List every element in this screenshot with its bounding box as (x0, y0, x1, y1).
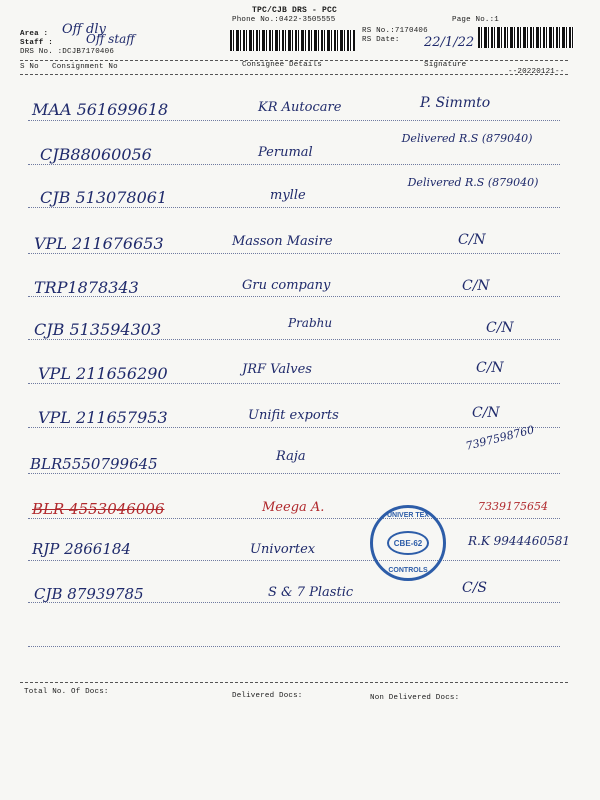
rs-date-value: 22/1/22 (424, 35, 475, 50)
row-6-consignee: Prabhu (288, 316, 333, 330)
area-value: Off dly (62, 22, 106, 37)
row-7-consignment: VPL 211656290 (38, 364, 168, 383)
row-5-consignee: Gru company (242, 278, 331, 293)
row-7-status: C/N (476, 360, 504, 376)
barcode-rs (478, 27, 574, 48)
barcode-drs (230, 30, 355, 51)
row-9-consignment: BLR5550799645 (30, 455, 158, 473)
col-consignment: Consignment No (52, 63, 118, 71)
drs-number: DRS No. :DCJB7170406 (20, 48, 115, 56)
row-1-consignee: KR Autocare (258, 100, 342, 115)
row-8-consignee: Unifit exports (248, 408, 339, 423)
row-8-status: C/N (472, 405, 500, 421)
delivered-docs-label: Delivered Docs: (232, 692, 303, 700)
row-6-consignment: CJB 513594303 (34, 320, 162, 339)
col-consignee: Consignee Details (242, 61, 322, 69)
row-12-status: C/S (462, 580, 488, 596)
row-11-consignment: RJP 2866184 (32, 540, 131, 558)
staff-label: Staff : (20, 39, 53, 47)
row-5-status: C/N (462, 278, 490, 294)
company-stamp (370, 505, 446, 581)
total-docs-label: Total No. Of Docs: (24, 688, 109, 696)
row-9-phone: 7397598760 (464, 423, 536, 453)
row-11-consignee: Univortex (250, 542, 316, 557)
row-10-phone: 7339175654 (478, 500, 548, 513)
row-4-consignee: Masson Masire (232, 234, 333, 249)
row-6-status: C/N (486, 320, 514, 336)
row-4-consignment: VPL 211676653 (34, 234, 164, 253)
row-2-consignee: Perumal (258, 145, 313, 160)
rs-number: RS No.:7170406 (362, 27, 428, 35)
row-7-consignee: JRF Valves (242, 362, 312, 377)
non-delivered-docs-label: Non Delivered Docs: (370, 694, 460, 702)
row-4-status: C/N (458, 232, 486, 248)
phone-number: Phone No.:0422-3505555 (232, 16, 336, 24)
col-signature: Signature (424, 61, 467, 69)
footer-divider (20, 682, 568, 683)
row-10-consignment: BLR 4553046006 (32, 500, 165, 518)
row-12-consignee: S & 7 Plastic (268, 585, 354, 600)
row-12-consignment: CJB 87939785 (34, 585, 144, 603)
area-label: Area : (20, 30, 49, 38)
row-5-consignment: TRP1878343 (34, 278, 139, 297)
row-10-consignee: Meega A. (262, 500, 325, 515)
row-11-signature: R.K 9944460581 (468, 534, 570, 548)
col-sno: S No (20, 63, 39, 71)
row-1-signature: P. Simmto (420, 95, 491, 111)
document-title: TPC/CJB DRS - PCC (252, 6, 338, 15)
row-8-consignment: VPL 211657953 (38, 408, 168, 427)
row-1-consignment: MAA 561699618 (32, 100, 169, 119)
row-2-status: Delivered R.S (879040) (401, 132, 533, 145)
rs-date-label: RS Date: (362, 36, 400, 44)
stamp-bottom-text: CONTROLS (388, 567, 428, 574)
row-2-consignment: CJB88060056 (40, 145, 152, 164)
date-code: --20220121-- (508, 68, 565, 76)
stamp-center-text: CBE-62 (387, 531, 429, 555)
stamp-top-text: UNIVER TEX (386, 512, 429, 519)
row-3-status: Delivered R.S (879040) (407, 176, 539, 189)
page-number: Page No.:1 (452, 16, 500, 24)
column-divider (20, 74, 568, 75)
row-3-consignment: CJB 513078061 (40, 188, 168, 207)
row-9-consignee: Raja (276, 449, 306, 464)
row-3-consignee: mylle (270, 188, 306, 203)
staff-value: Off staff (86, 32, 135, 46)
